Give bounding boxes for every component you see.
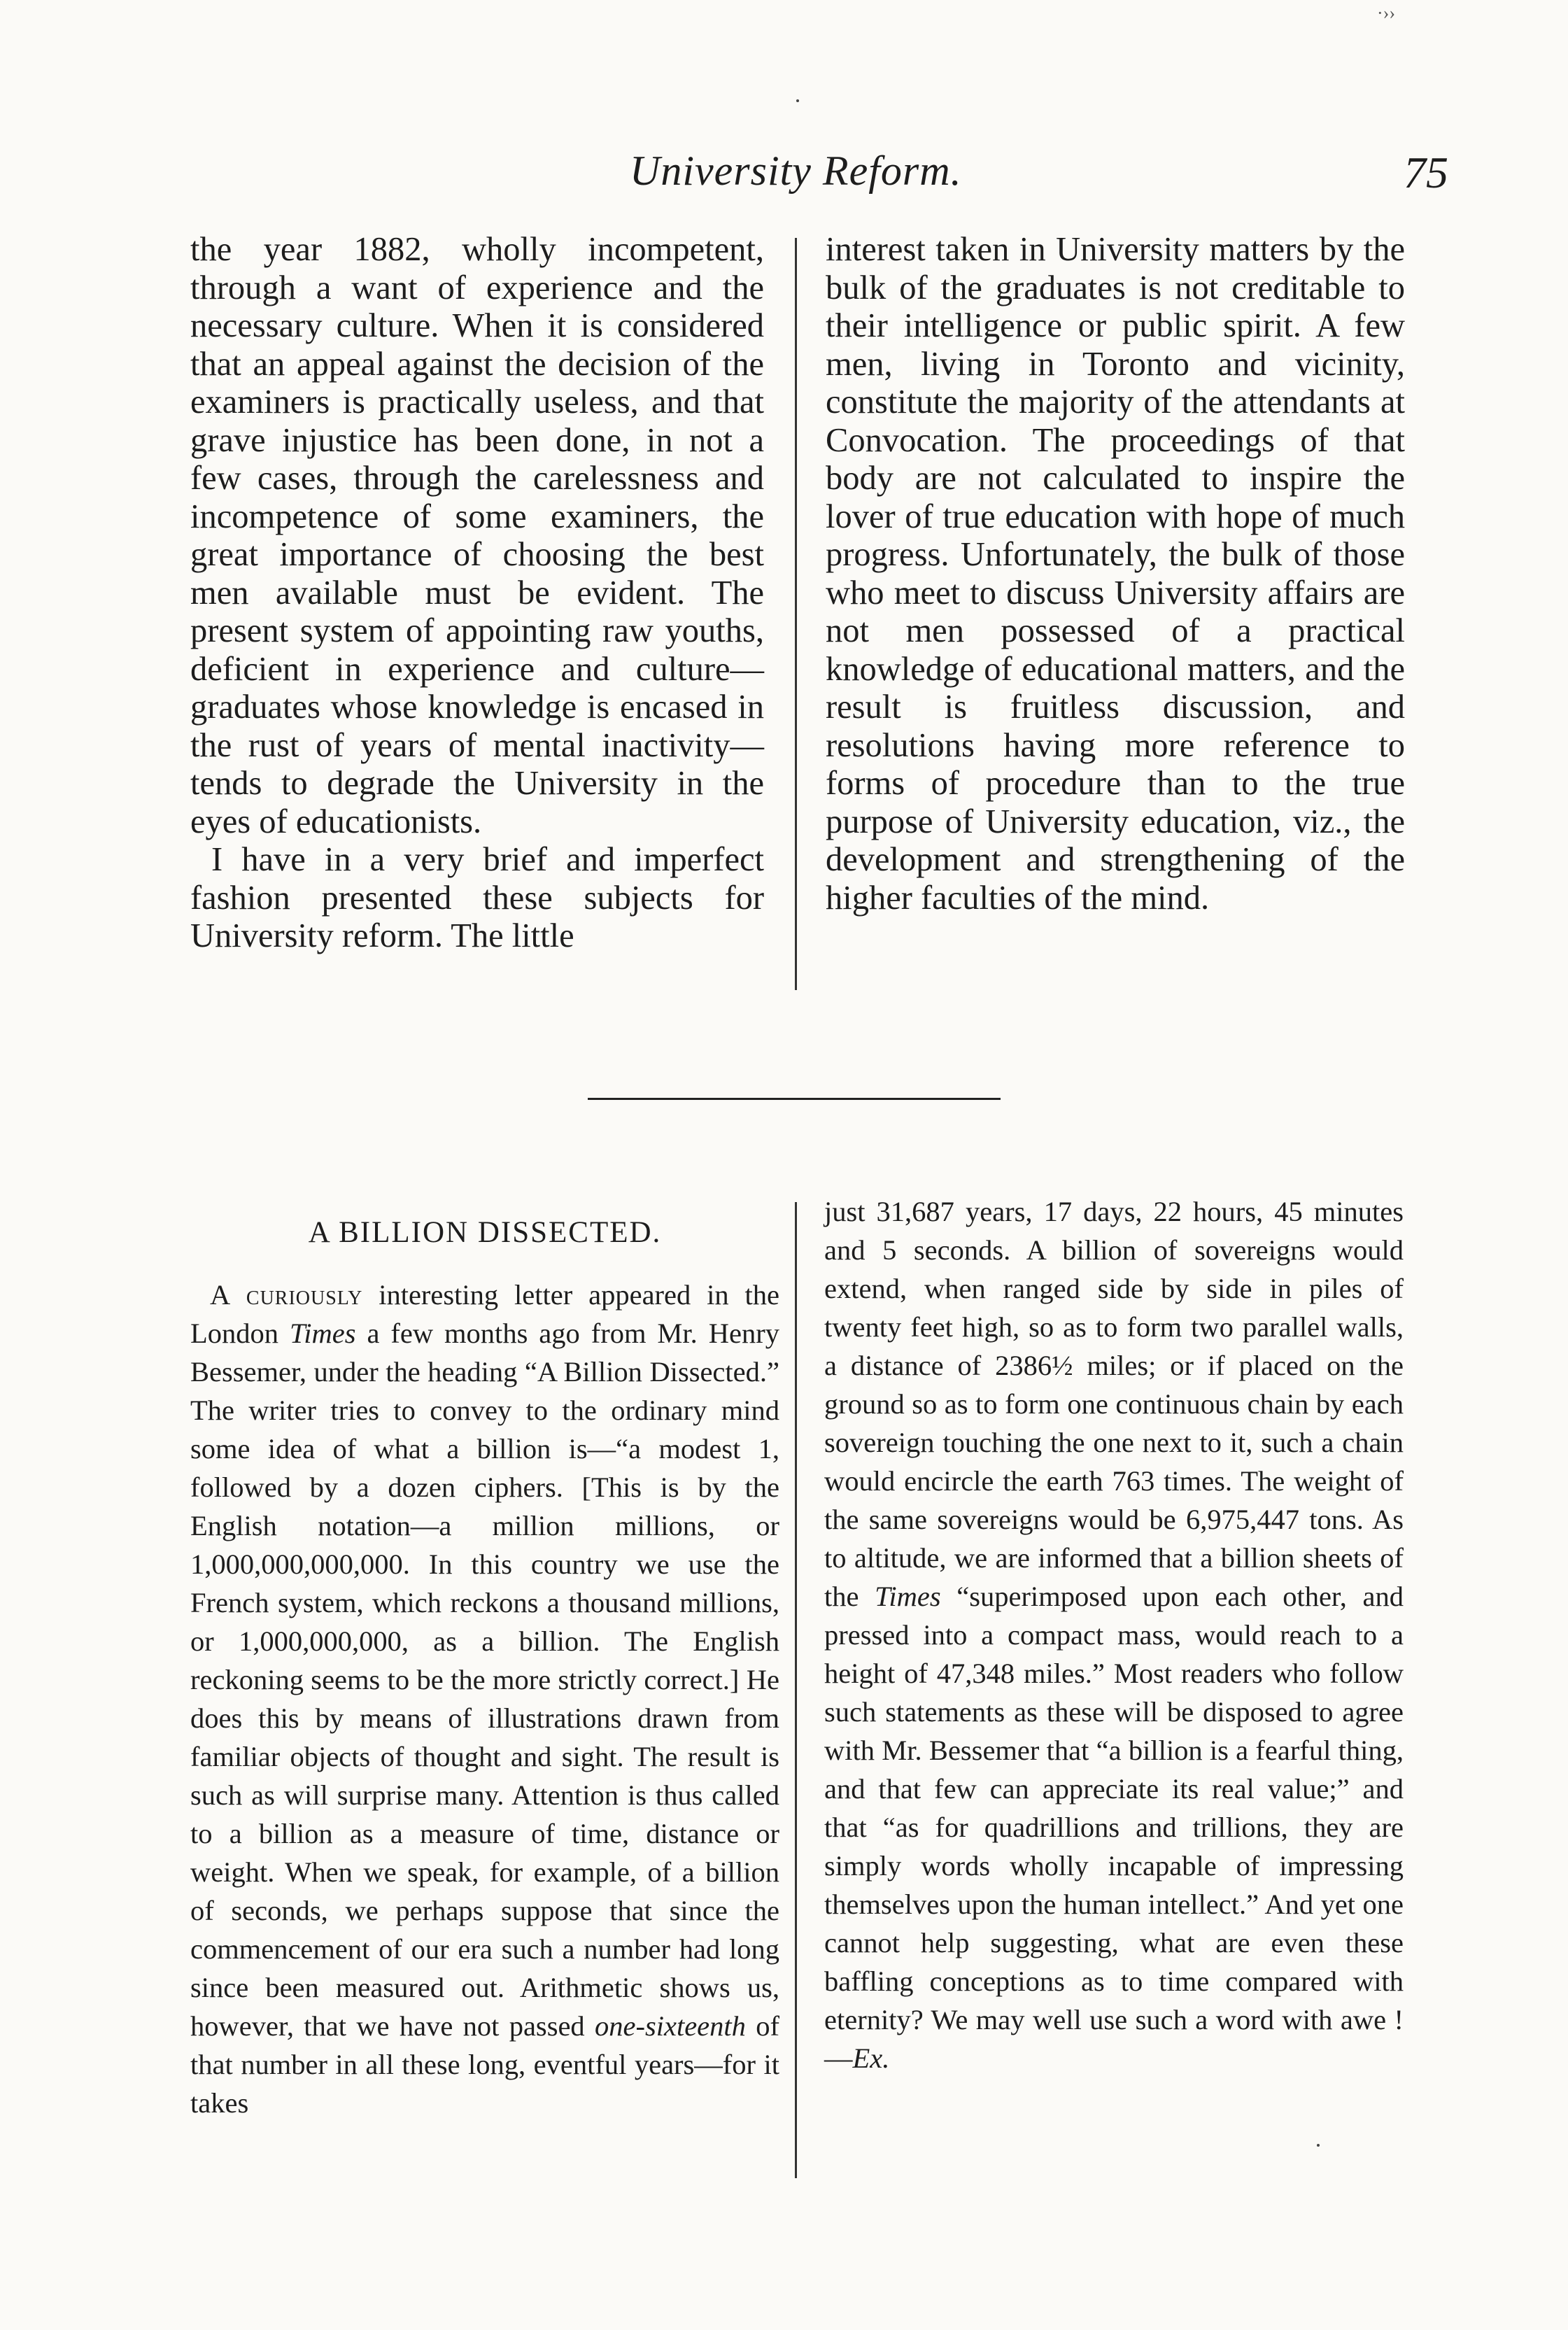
newspaper-name: Times: [289, 1318, 356, 1349]
column-rule: [795, 238, 797, 990]
section-divider: [588, 1098, 1001, 1100]
paragraph: [824, 1192, 1404, 2077]
running-title: University Reform.: [630, 148, 962, 194]
text-run: “superimposed upon each other, and pressed into a compact mass, would reach to a height of 47,348 miles.” Most readers who follow such statements as these will be disposed to agree with Mr. Bessemer that “a billion is a fearful thing, and that few can appreciate its real value;” and that “as for quadrillions and trillions, they are simply words wholly incapable of impressing themselves upon the human intellect.” And yet one cannot help suggesting, what are even these baffling conceptions as to time compared with eternity? We may well use such a word with awe !—: [824, 1581, 1404, 2074]
university-reform-left-column: [190, 231, 764, 956]
paragraph: interest taken in University matters by the bulk of the graduates is not creditable to their intelligence or public spirit. A few men, living in Toronto and vicinity, constitute the majority of the attendants at Convocation. The proceedings of that body are not calculated to inspire the lover of true education with hope of much progress. Unfortunately, the bulk of those who meet to discuss University affairs are not men possessed of a practical knowledge of educational matters, and the result is fruitless discussion, and resolutions having more reference to forms of procedure than to the true purpose of University education, viz., the development and strengthening of the higher faculties of the mind.: [826, 231, 1405, 917]
ink-speck: [1317, 2144, 1320, 2147]
paragraph: the year 1882, wholly incompetent, through a want of experience and the necessary culture. When it is considered that an appeal against the decision of the examiners is practically useless, and that grave injustice has been done, in not a few cases, through the carelessness and incompetence of some examiners, the great importance of choosing the best men available must be evident. The present system of appointing raw youths, deficient in experience and culture—graduates whose knowledge is encased in the rust of years of mental inactivity—tends to degrade the University in the eyes of educationists.: [190, 231, 764, 840]
ink-speck: [796, 99, 799, 102]
billion-dissected-right-column: [824, 1192, 1404, 2077]
page-number: 75: [1404, 148, 1448, 197]
lead-in-caps: A curiously: [210, 1279, 363, 1311]
corner-mark: ·››: [1377, 3, 1395, 23]
university-reform-right-column: [826, 231, 1405, 917]
billion-dissected-left-column: [190, 1192, 779, 2122]
text-run: of that number in all these long, eventful years—for it takes: [190, 2010, 779, 2119]
newspaper-name: Times: [875, 1581, 941, 1612]
text-run: just 31,687 years, 17 days, 22 hours, 45 minutes and 5 seconds. A billion of sovereigns would extend, when ranged side by side in piles of twenty feet high, so as to form two parallel walls, a distance of 2386½ miles; or if placed on the ground so as to form one continuous chain by each sovereign touching the one next to it, such a chain would encircle the earth 763 times. The weight of the same sovereigns would be 6,975,447 tons. As to altitude, we are informed that a billion sheets of the: [824, 1196, 1404, 1612]
column-rule: [795, 1202, 797, 2178]
page-header: [189, 147, 1448, 203]
paragraph: I have in a very brief and imperfect fashion presented these subjects for University reform. The little: [190, 841, 764, 954]
article-title: A BILLION DISSECTED.: [308, 1216, 662, 1249]
text-run: interesting letter appeared in the London: [190, 1279, 779, 1349]
text-run: a few months ago from Mr. Henry Bessemer, under the heading “A Billion Dissected.” The writer tries to convey to the ordinary mind some idea of what a billion is—“a modest 1, followed by a dozen ciphers. [This is by the English notation—a million millions, or 1,000,000,000,000. In this country we use the French system, which reckons a thousand millions, or 1,000,000,000, as a billion. The English reckoning seems to be the more strictly correct.] He does this by means of illustrations drawn from familiar objects of thought and sight. The result is such as will surprise many. Attention is thus called to a billion as a measure of time, distance or weight. When we speak, for example, of a billion of seconds, we perhaps suppose that since the commencement of our era such a number had long since been measured out. Arithmetic shows us, however, that we have not passed: [190, 1318, 779, 2042]
paragraph: [190, 1276, 779, 2122]
source-attribution: Ex.: [852, 2042, 890, 2074]
fraction-emphasis: one-sixteenth: [595, 2010, 746, 2042]
